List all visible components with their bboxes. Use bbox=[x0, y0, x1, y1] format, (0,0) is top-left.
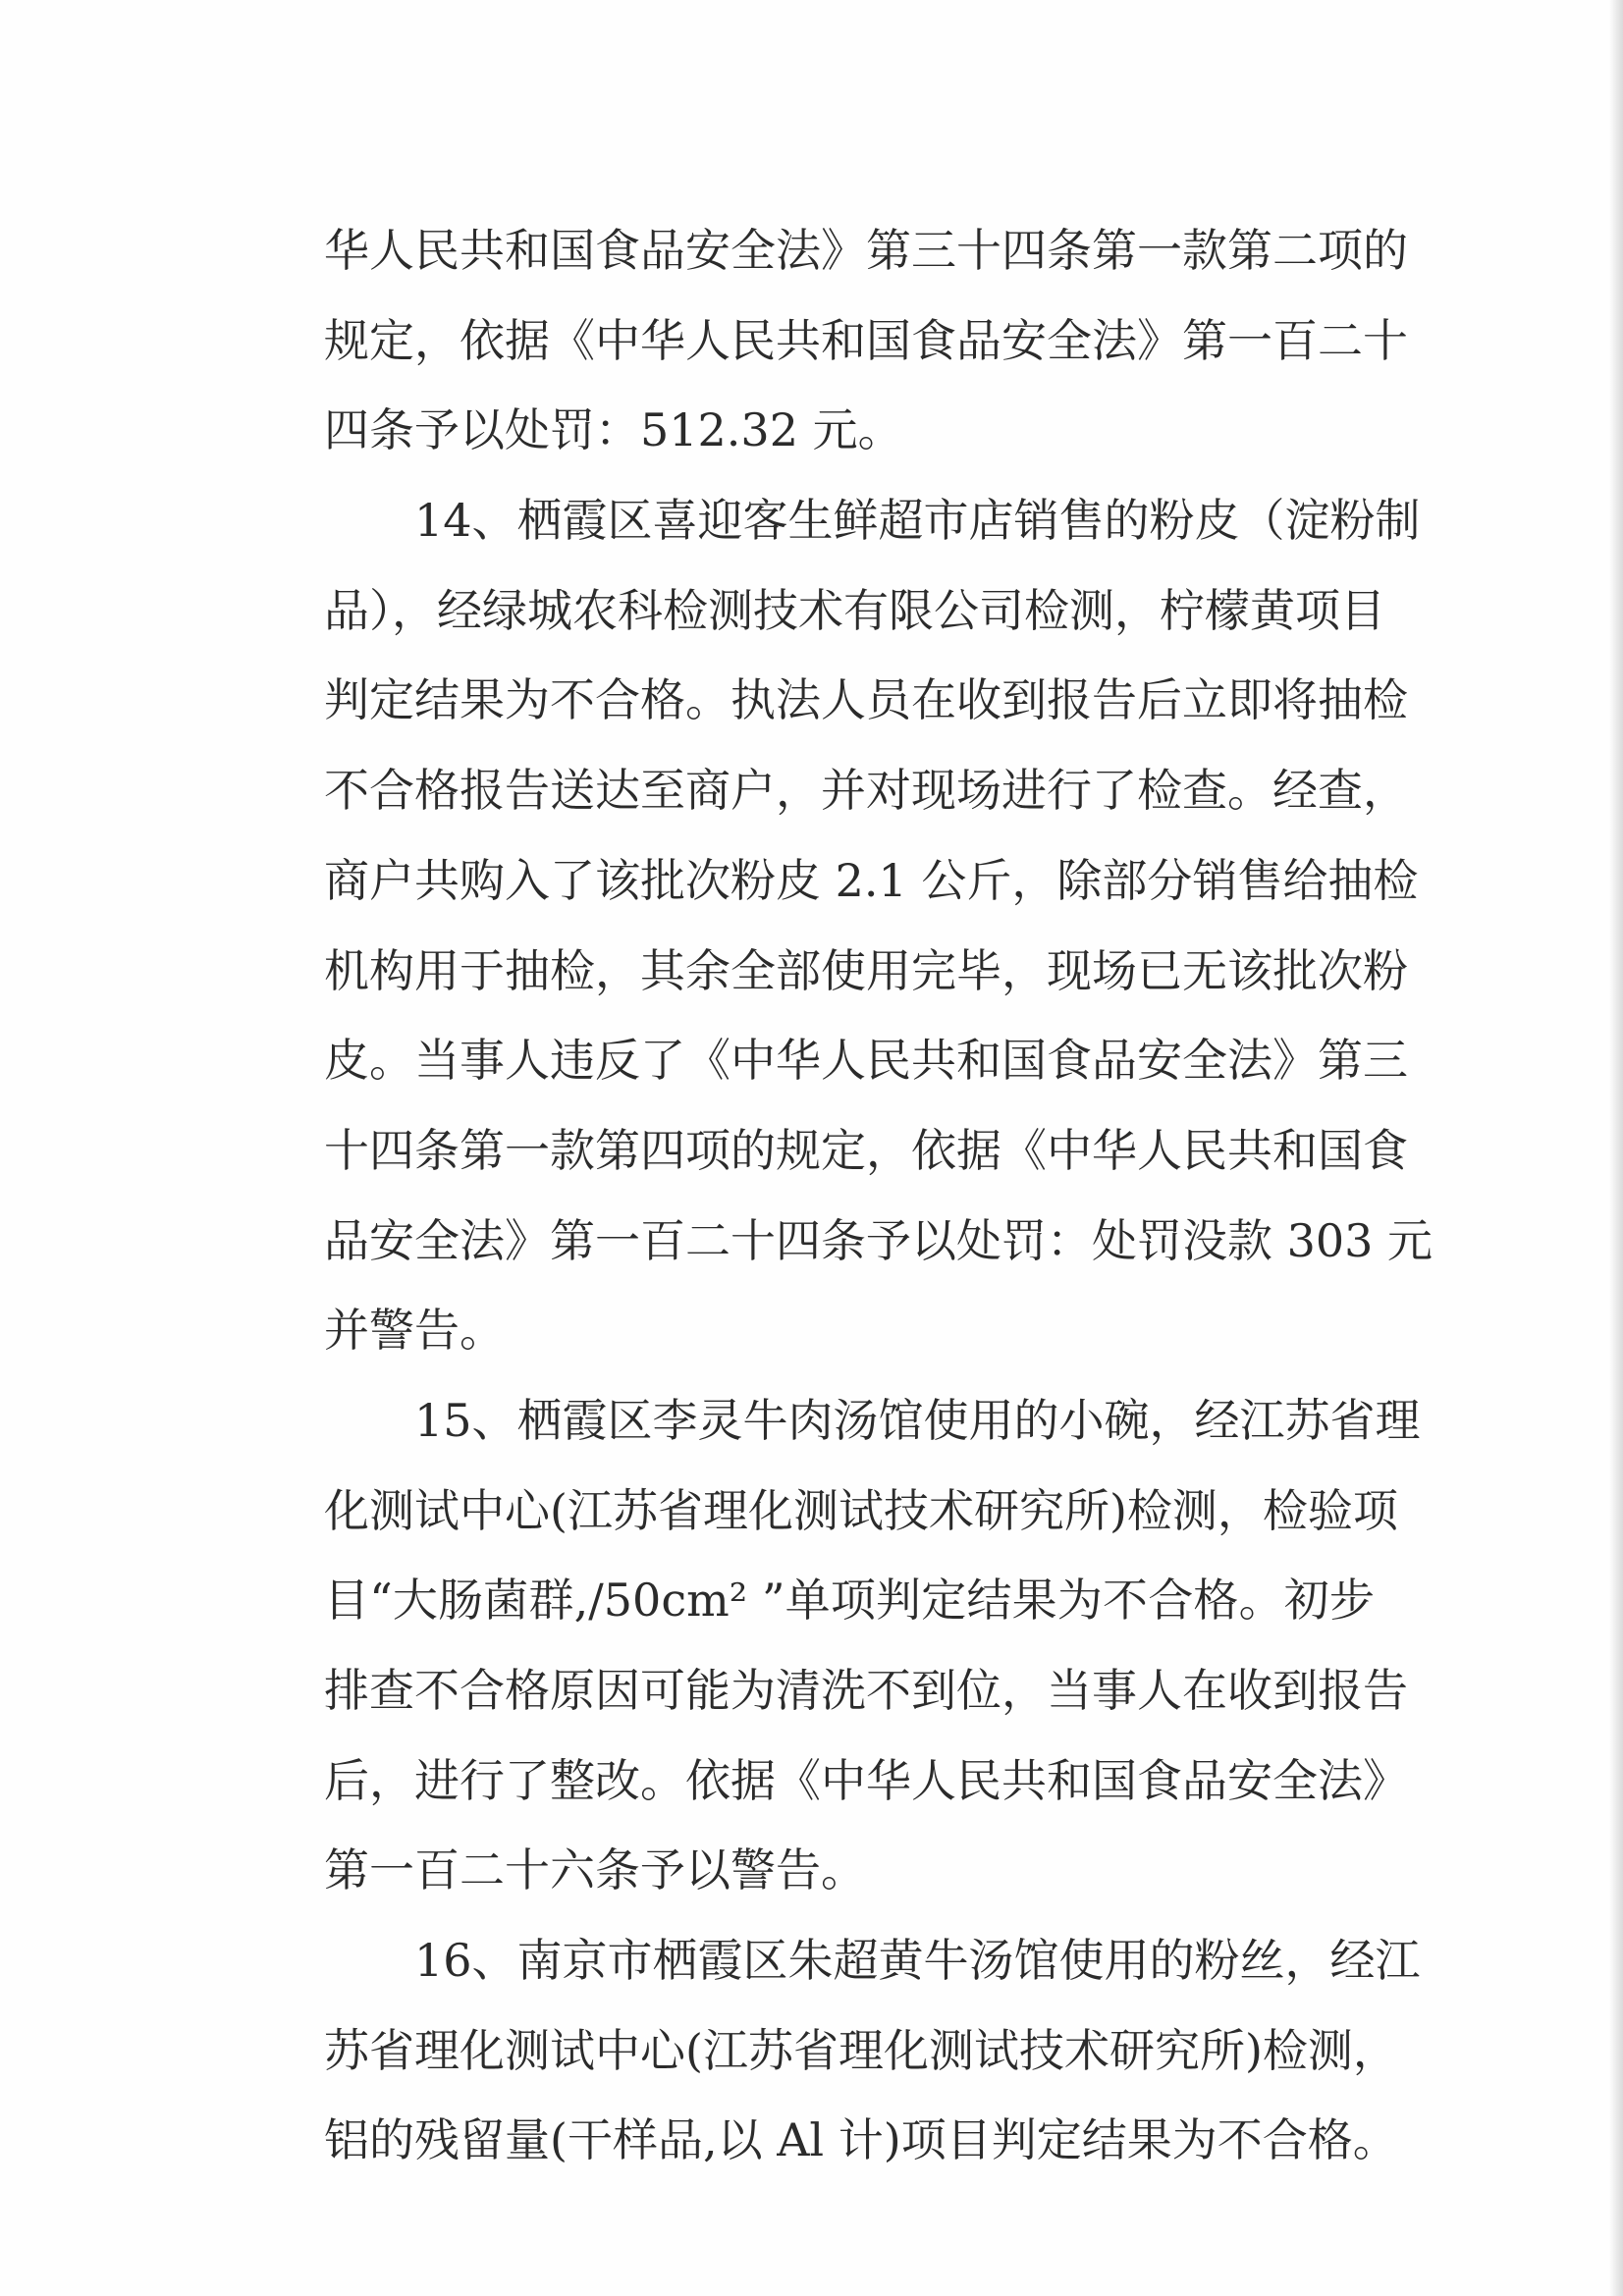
text-line: 皮。当事人违反了《中华人民共和国食品安全法》第三 bbox=[324, 1034, 1408, 1088]
text-line: 品），经绿城农科检测技术有限公司检测，柠檬黄项目 bbox=[324, 583, 1385, 637]
paragraph-15-first-line: 15、栖霞区李灵牛肉汤馆使用的小碗，经江苏省理 bbox=[414, 1393, 1421, 1447]
paragraph-16-first-line: 16、南京市栖霞区朱超黄牛汤馆使用的粉丝，经江 bbox=[414, 1934, 1421, 1988]
text-line: 后，进行了整改。依据《中华人民共和国食品安全法》 bbox=[324, 1753, 1408, 1807]
text-line: 排查不合格原因可能为清洗不到位，当事人在收到报告 bbox=[324, 1664, 1408, 1717]
text-line: 十四条第一款第四项的规定，依据《中华人民共和国食 bbox=[324, 1123, 1408, 1177]
text-line: 华人民共和国食品安全法》第三十四条第一款第二项的 bbox=[324, 224, 1408, 277]
text-line: 苏省理化测试中心(江苏省理化测试技术研究所)检测， bbox=[324, 2023, 1398, 2077]
paragraph-14-first-line: 14、栖霞区喜迎客生鲜超市店销售的粉皮（淀粉制 bbox=[414, 494, 1421, 548]
page-edge-shadow bbox=[1609, 0, 1623, 2296]
text-line: 四条予以处罚：512.32 元。 bbox=[324, 403, 903, 457]
text-line: 不合格报告送达至商户，并对现场进行了检查。经查， bbox=[324, 764, 1408, 818]
text-line: 第一百二十六条予以警告。 bbox=[324, 1843, 866, 1897]
text-line: 机构用于抽检，其余全部使用完毕，现场已无该批次粉 bbox=[324, 943, 1408, 997]
text-line: 商户共购入了该批次粉皮 2.1 公斤，除部分销售给抽检 bbox=[324, 853, 1419, 907]
text-line: 品安全法》第一百二十四条予以处罚：处罚没款 303 元 bbox=[324, 1213, 1434, 1267]
text-line: 化测试中心(江苏省理化测试技术研究所)检测，检验项 bbox=[324, 1483, 1398, 1537]
text-line: 并警告。 bbox=[324, 1304, 505, 1358]
document-body bbox=[324, 206, 1434, 2186]
text-line: 判定结果为不合格。执法人员在收到报告后立即将抽检 bbox=[324, 673, 1408, 727]
text-line: 规定，依据《中华人民共和国食品安全法》第一百二十 bbox=[324, 313, 1408, 367]
text-line: 目“大肠菌群,/50cm² ”单项判定结果为不合格。初步 bbox=[324, 1574, 1375, 1628]
text-line: 铝的残留量(干样品,以 Al 计)项目判定结果为不合格。 bbox=[324, 2113, 1398, 2167]
